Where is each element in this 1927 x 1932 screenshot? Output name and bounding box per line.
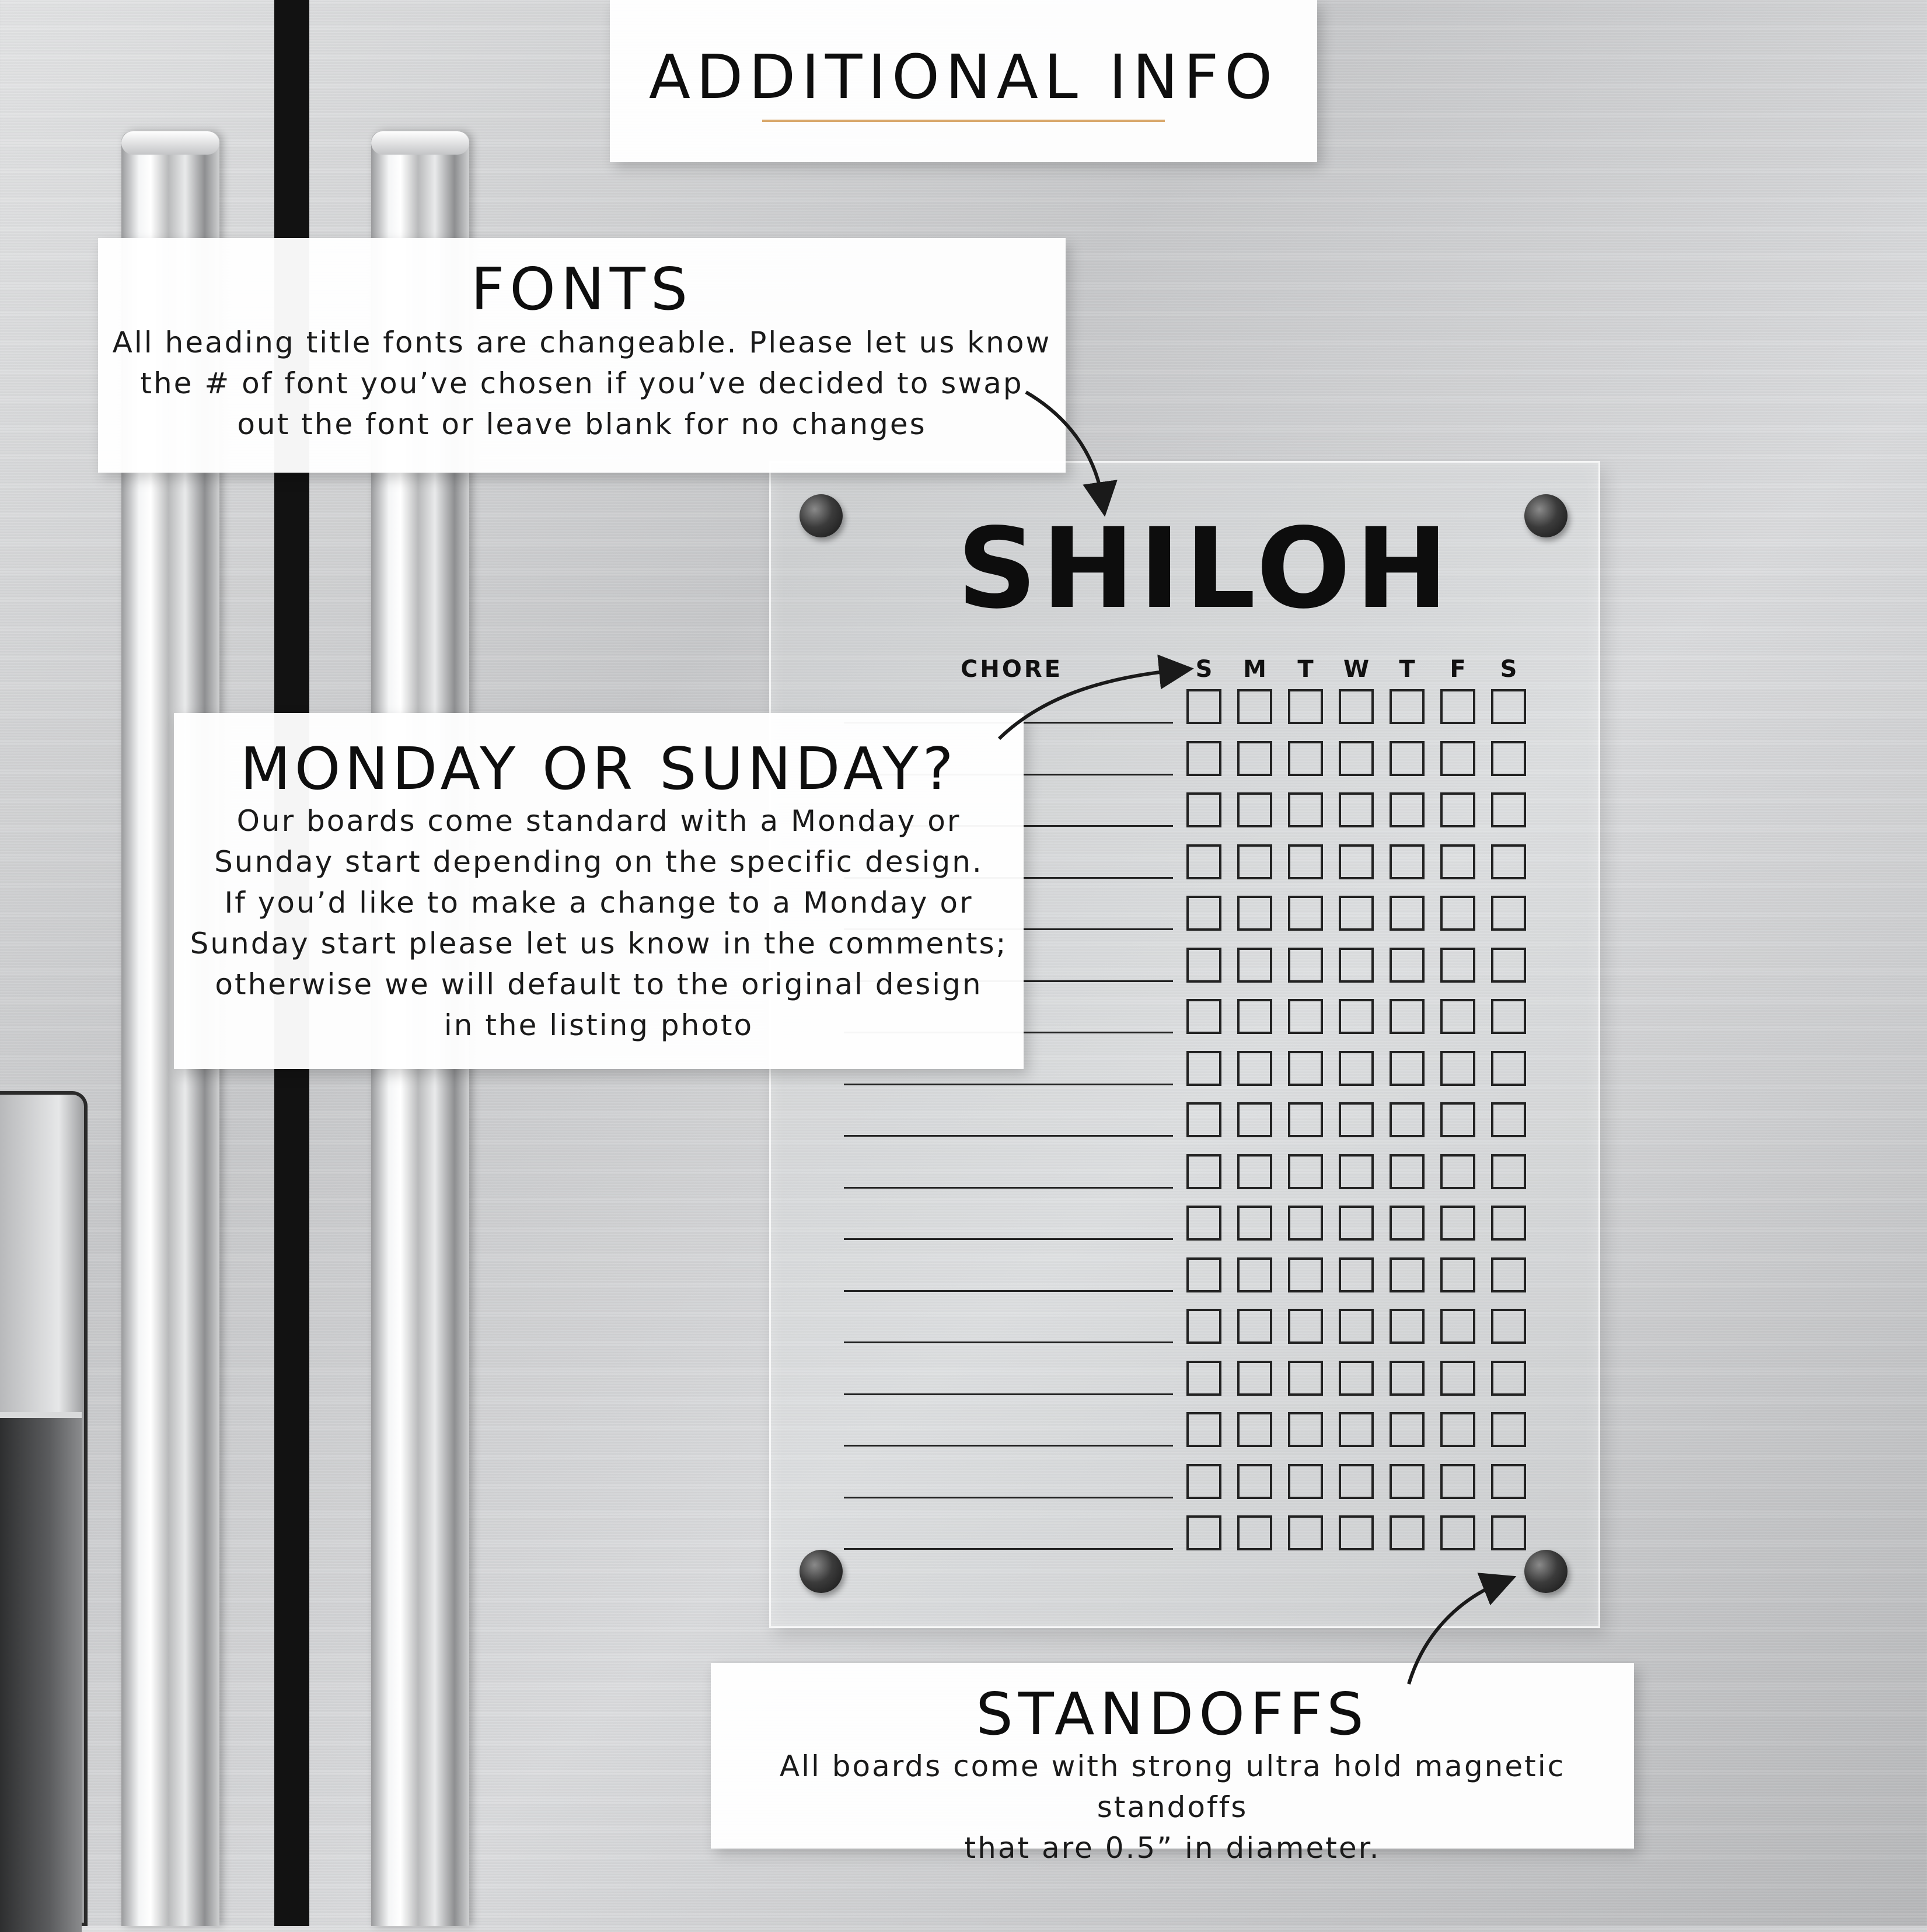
fonts-arrow [1026, 392, 1103, 503]
standoffs-title: STANDOFFS [976, 1680, 1369, 1748]
week-start-line: Sunday start please let us know in the comments; [190, 927, 1008, 960]
week-start-line: Our boards come standard with a Monday or [236, 804, 961, 838]
day-header: T [1399, 656, 1415, 683]
page-title: ADDITIONAL INFO [648, 41, 1279, 113]
week-start-title: MONDAY OR SUNDAY? [240, 735, 958, 803]
week-start-line: Sunday start depending on the specific design. [214, 845, 983, 879]
chore-column-header: CHORE [961, 656, 1063, 683]
standoffs-line: All boards come with strong ultra hold magnetic standoffs [779, 1749, 1566, 1824]
week-start-arrow [999, 670, 1180, 739]
day-header: S [1195, 656, 1213, 683]
week-start-line: If you’d like to make a change to a Monday or [224, 886, 973, 920]
standoffs-arrow [1409, 1581, 1503, 1684]
day-header: W [1343, 656, 1370, 683]
week-start-line: in the listing photo [444, 1008, 754, 1042]
fonts-line: the # of font you’ve chosen if you’ve decided to swap [140, 366, 1024, 400]
standoffs-line: that are 0.5” in diameter. [964, 1831, 1381, 1865]
day-header: F [1450, 656, 1466, 683]
week-start-line: otherwise we will default to the original design [215, 967, 983, 1001]
fonts-line: All heading title fonts are changeable. Please let us know [112, 326, 1052, 359]
fonts-title: FONTS [470, 255, 693, 323]
board-name: SHILOH [957, 504, 1453, 633]
day-header: T [1297, 656, 1314, 683]
day-header: M [1243, 656, 1266, 683]
day-header: S [1500, 656, 1517, 683]
fonts-line: out the font or leave blank for no changes [237, 407, 927, 441]
